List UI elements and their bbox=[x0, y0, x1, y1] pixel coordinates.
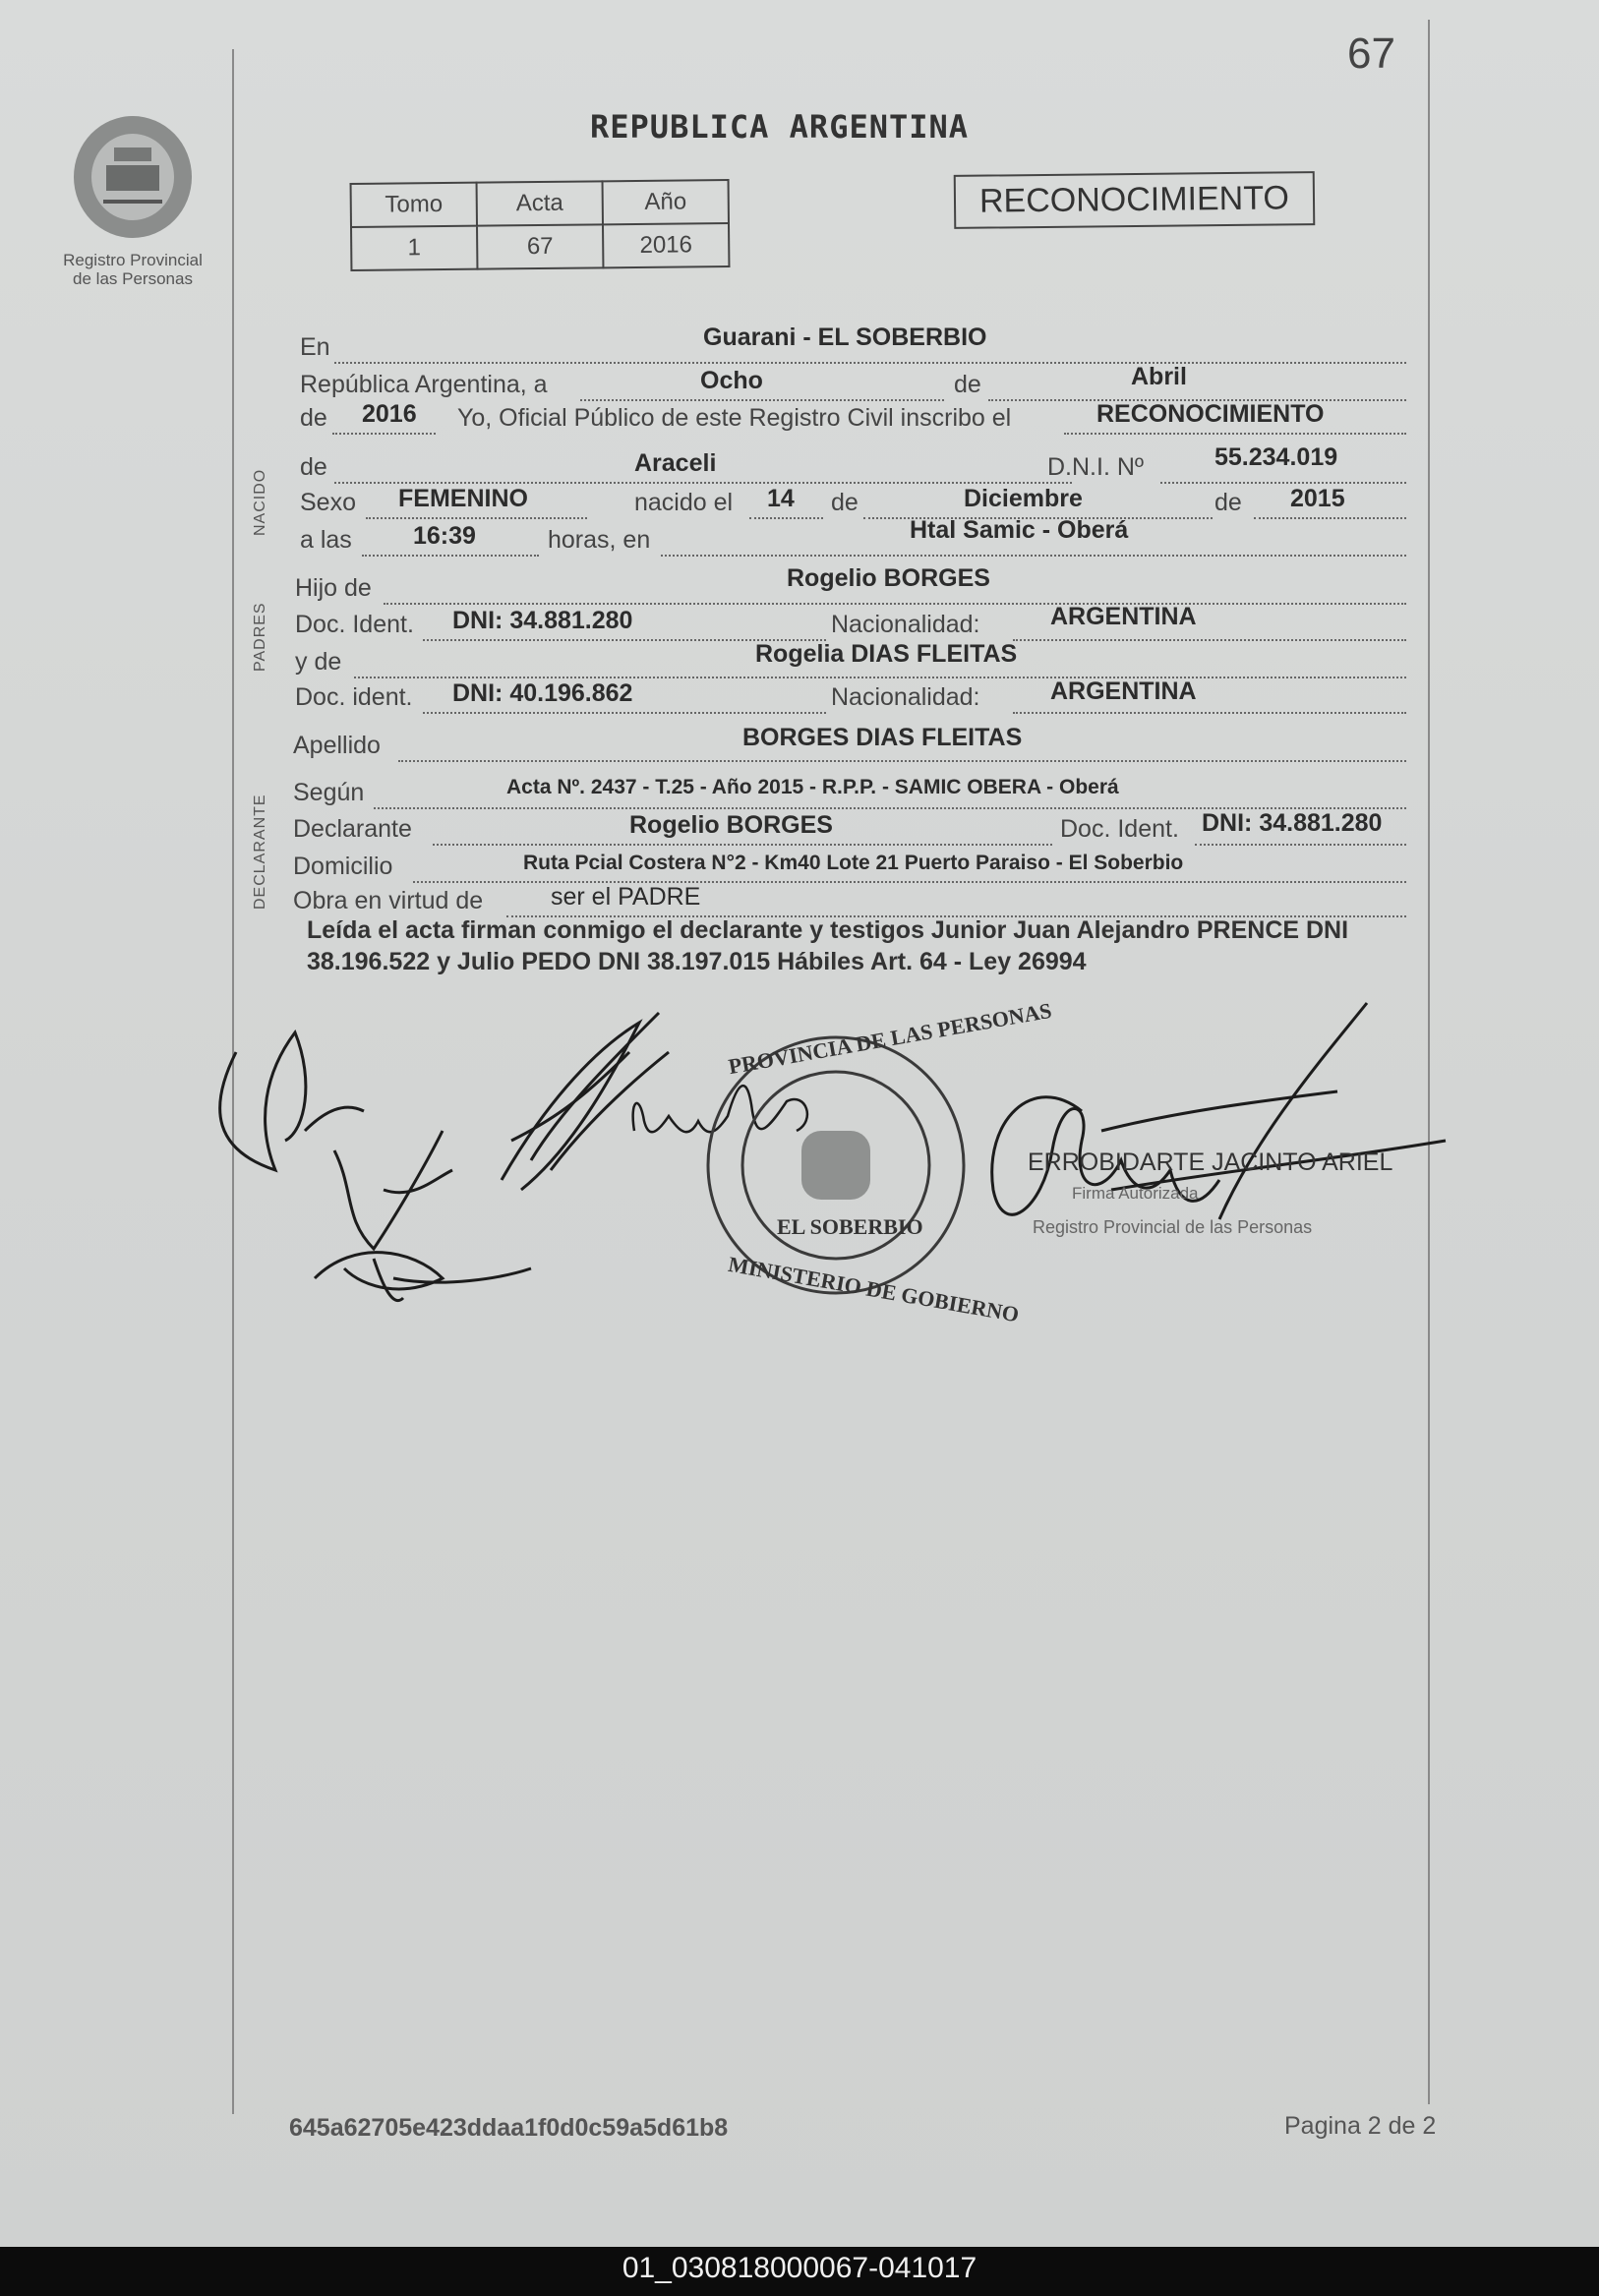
label-republica: República Argentina, a bbox=[300, 371, 548, 398]
label-de-year: de bbox=[300, 404, 327, 432]
value-tomo: 1 bbox=[351, 226, 477, 270]
signatures-area bbox=[197, 993, 1475, 1386]
line-madre bbox=[295, 639, 1406, 678]
stamp-center-text: EL SOBERBIO bbox=[777, 1214, 923, 1239]
line-oficial bbox=[295, 395, 1406, 435]
value-nac-mes: Diciembre bbox=[964, 485, 1083, 512]
line-sexo bbox=[295, 480, 1406, 519]
document-hash: 645a62705e423ddaa1f0d0c59a5d61b8 bbox=[289, 2114, 729, 2142]
value-segun: Acta Nº. 2437 - T.25 - Año 2015 - R.P.P. - SAMIC OBERA - Oberá bbox=[506, 776, 1119, 798]
value-declarante: Rogelio BORGES bbox=[629, 811, 833, 839]
value-dni: 55.234.019 bbox=[1214, 443, 1338, 471]
value-padre-nac: ARGENTINA bbox=[1050, 603, 1197, 630]
value-padre-doc: DNI: 34.881.280 bbox=[452, 607, 633, 634]
logo-caption-2: de las Personas bbox=[73, 269, 193, 288]
line-padre-doc bbox=[295, 602, 1406, 641]
value-dia: Ocho bbox=[700, 367, 763, 394]
label-sexo: Sexo bbox=[300, 489, 356, 516]
label-a-las: a las bbox=[300, 526, 352, 554]
value-nombre: Araceli bbox=[634, 449, 717, 477]
signature-official bbox=[992, 1003, 1446, 1219]
line-domicilio bbox=[295, 844, 1406, 883]
closing-statement: Leída el acta firman conmigo el declarante y testigos Junior Juan Alejandro PRENCE DNI 38.196.522 y Julio PEDO DNI 38.197.015 Hábiles Art. 64 - Ley 26994 bbox=[307, 916, 1349, 975]
logo-caption-1: Registro Provincial bbox=[63, 251, 203, 269]
header-acta: Acta bbox=[477, 181, 603, 225]
label-hijo-de: Hijo de bbox=[295, 574, 372, 602]
line-hora bbox=[295, 517, 1406, 557]
document-heading: REPUBLICA ARGENTINA bbox=[590, 108, 970, 146]
record-type-box: RECONOCIMIENTO bbox=[954, 171, 1315, 229]
label-segun: Según bbox=[293, 779, 365, 806]
value-madre-nac: ARGENTINA bbox=[1050, 677, 1197, 705]
label-horas: horas, en bbox=[548, 526, 651, 554]
signature-witness-2 bbox=[502, 1013, 669, 1190]
value-madre: Rogelia DIAS FLEITAS bbox=[755, 640, 1018, 668]
value-lugar-nac: Htal Samic - Oberá bbox=[910, 516, 1129, 544]
header-ano: Año bbox=[603, 180, 729, 224]
line-madre-doc bbox=[295, 675, 1406, 714]
value-tipo: RECONOCIMIENTO bbox=[1096, 400, 1325, 428]
value-nac-dia: 14 bbox=[767, 485, 795, 512]
label-en: En bbox=[300, 333, 330, 361]
page-number: 67 bbox=[1347, 29, 1395, 78]
label-nacionalidad: Nacionalidad: bbox=[831, 611, 980, 638]
side-label-nacido: NACIDO bbox=[252, 468, 268, 536]
label-doc-ident2: Doc. ident. bbox=[295, 683, 413, 711]
value-lugar: Guarani - EL SOBERBIO bbox=[703, 324, 987, 351]
line-obra bbox=[295, 878, 1406, 917]
value-domicilio: Ruta Pcial Costera N°2 - Km40 Lote 21 Puerto Paraiso - El Soberbio bbox=[523, 852, 1184, 874]
label-de-year2: de bbox=[1214, 489, 1242, 516]
label-apellido: Apellido bbox=[293, 732, 381, 759]
label-obra: Obra en virtud de bbox=[293, 887, 484, 914]
value-mes: Abril bbox=[1131, 363, 1187, 390]
line-padre bbox=[295, 565, 1406, 605]
value-sexo: FEMENINO bbox=[398, 485, 528, 512]
label-oficial: Yo, Oficial Público de este Registro Civil inscribo el bbox=[457, 404, 1012, 432]
header-tomo: Tomo bbox=[351, 183, 477, 227]
value-acta: 67 bbox=[477, 224, 603, 268]
label-doc-ident: Doc. Ident. bbox=[295, 611, 414, 638]
label-declarante: Declarante bbox=[293, 815, 412, 843]
pagination: Pagina 2 de 2 bbox=[1284, 2112, 1437, 2140]
value-anio: 2016 bbox=[362, 400, 417, 428]
signer-office: Registro Provincial de las Personas bbox=[1033, 1217, 1313, 1237]
side-label-declarante: DECLARANTE bbox=[252, 794, 268, 910]
value-ano: 2016 bbox=[603, 223, 729, 267]
stamp-top-text: PROVINCIA DE LAS PERSONAS bbox=[726, 997, 1054, 1080]
label-y-de: y de bbox=[295, 648, 342, 676]
signer-name: ERROBIDARTE JACINTO ARIEL bbox=[1028, 1148, 1393, 1176]
registry-logo bbox=[59, 108, 207, 288]
label-de-name: de bbox=[300, 453, 327, 481]
line-declarante bbox=[295, 806, 1406, 846]
line-segun bbox=[295, 770, 1406, 809]
value-madre-doc: DNI: 40.196.862 bbox=[452, 679, 633, 707]
label-de: de bbox=[954, 371, 981, 398]
label-de-day: de bbox=[831, 489, 859, 516]
value-padre: Rogelio BORGES bbox=[787, 564, 990, 592]
line-lugar bbox=[295, 324, 1406, 364]
label-nacido: nacido el bbox=[634, 489, 734, 516]
line-nombre bbox=[295, 444, 1406, 484]
misiones-seal-icon bbox=[59, 108, 207, 246]
value-nac-anio: 2015 bbox=[1290, 485, 1345, 512]
footer-id: 01_030818000067-041017 bbox=[622, 2252, 977, 2284]
label-nacionalidad2: Nacionalidad: bbox=[831, 683, 980, 711]
line-apellido bbox=[295, 723, 1406, 762]
label-domicilio: Domicilio bbox=[293, 853, 393, 880]
stamp-bottom-text: MINISTERIO DE GOBIERNO bbox=[726, 1251, 1022, 1327]
value-obra: ser el PADRE bbox=[551, 883, 701, 911]
value-apellido: BORGES DIAS FLEITAS bbox=[742, 724, 1023, 751]
value-declarante-doc: DNI: 34.881.280 bbox=[1202, 809, 1383, 837]
signature-witness-1 bbox=[220, 1032, 531, 1301]
tomo-acta-ano-table bbox=[350, 179, 731, 271]
side-label-padres: PADRES bbox=[252, 602, 268, 672]
label-dni: D.N.I. Nº bbox=[1047, 453, 1145, 481]
value-hora: 16:39 bbox=[413, 522, 476, 550]
signer-role: Firma Autorizada bbox=[1072, 1184, 1199, 1203]
label-doc-ident3: Doc. Ident. bbox=[1060, 815, 1179, 843]
